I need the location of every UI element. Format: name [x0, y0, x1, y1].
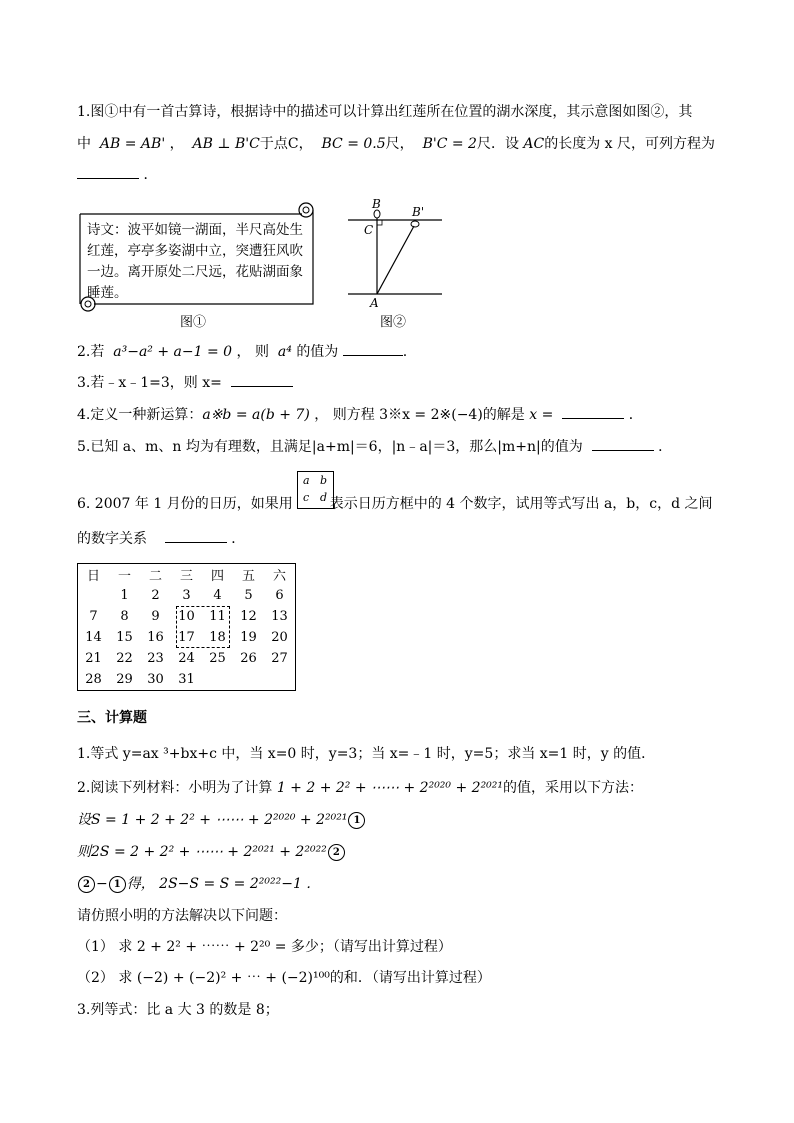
fig1-caption: 图①	[180, 315, 207, 330]
q1-eq3-unit: 尺．设	[476, 136, 519, 152]
calendar-cell: 23	[147, 651, 164, 666]
calendar-header-row	[78, 564, 296, 586]
circled-one-icon: 1	[109, 876, 126, 893]
s3-diff-line	[77, 874, 320, 894]
s3-t-expr: 则2S = 2 + 2² + ⋯⋯ + 2²⁰²¹ + 2²⁰²²	[77, 844, 327, 860]
calendar-cell: 13	[271, 609, 288, 624]
q5-text: 5.已知 a、m、n 均为有理数，且满足|a+m|＝6，|n﹣a|＝3，那么|m+n|的值为	[77, 439, 583, 455]
s3-sub1	[77, 937, 452, 957]
calendar-cell: 3	[182, 588, 191, 603]
calendar-cell: 19	[240, 630, 257, 645]
minus-sign: −	[96, 876, 108, 892]
label-B: B	[372, 197, 381, 211]
calendar-cell	[233, 669, 264, 691]
calendar-cell: 14	[85, 630, 102, 645]
box-a: a	[303, 474, 310, 487]
q1-perp-suffix: 于点C，	[259, 136, 313, 152]
q6-line1	[77, 494, 713, 514]
calendar-cell: 2	[151, 588, 160, 603]
q1-eq1: AB = AB'	[99, 136, 166, 152]
q1-eq3: B'C = 2	[422, 136, 477, 152]
q2-prefix: 2.若	[77, 344, 105, 360]
calendar-cell: 30	[147, 672, 164, 687]
s3-diff-text: 得， 2S−S = S = 2²⁰²²−1 ．	[126, 876, 321, 892]
calendar-cell: 21	[85, 651, 102, 666]
q1-line3-end: ．	[143, 167, 158, 183]
s3-p2-prefix: 2.阅读下列材料：小明为了计算	[77, 780, 273, 796]
q6-prefix: 6. 2007 年 1 月份的日历，如果用	[77, 496, 293, 512]
calendar-cell	[264, 669, 296, 691]
calendar-selection-box	[176, 606, 230, 648]
calendar-header: 三	[179, 569, 193, 584]
box-c: c	[303, 491, 310, 504]
s3-s-expr: 设S = 1 + 2 + 2² + ⋯⋯ + 2²⁰²⁰ + 2²⁰²¹	[77, 812, 348, 828]
q1-line3	[77, 164, 157, 185]
q5-answer-blank[interactable]	[592, 436, 654, 451]
s3-t-line	[77, 842, 346, 862]
q6-line2	[77, 528, 245, 549]
q1-line2-suffix: 的长度为 x 尺，可列方程为	[544, 136, 716, 152]
calendar-header: 六	[272, 569, 286, 584]
q1-line2: 中 AB = AB' ， AB ⊥ B'C于点C， BC = 0.5尺， B'C = 2尺．设 AC的长度为 x 尺，可列方程为	[77, 136, 716, 152]
label-Bprime: B'	[412, 205, 425, 219]
s3-imitate: 请仿照小明的方法解决以下问题：	[77, 908, 287, 924]
calendar-cell	[202, 669, 233, 691]
q3-answer-blank[interactable]	[231, 372, 293, 387]
calendar-cell: 6	[275, 588, 284, 603]
s3-p2-expr: 1 + 2 + 2² + ⋯⋯ + 2²⁰²⁰ + 2²⁰²¹	[276, 780, 504, 796]
s3-p2	[77, 778, 643, 798]
calendar-row	[78, 669, 296, 691]
q4-definition: a※b = a(b + 7)	[202, 407, 310, 423]
q3-text: 3.若﹣x﹣1=3，则 x=	[77, 375, 222, 391]
q1-line1: 1.图①中有一首古算诗，根据诗中的描述可以计算出红莲所在位置的湖水深度，其示意图如图②，其	[77, 104, 693, 120]
q2-mid: ， 则	[236, 344, 269, 360]
calendar-cell: 1	[120, 588, 129, 603]
calendar-cell: 27	[271, 651, 288, 666]
calendar-cell: 31	[178, 672, 195, 687]
calendar-cell: 17	[178, 630, 195, 645]
label-A: A	[370, 296, 379, 310]
poem-text: 诗文：波平如镜一湖面，半尺高处生红莲，亭亭多姿湖中立，突遭狂风吹一边。离开原处二尺远，花贴湖面象睡莲。	[87, 222, 303, 301]
circled-two-icon: 2	[328, 844, 345, 861]
q2-end: .	[402, 344, 408, 360]
s3-p2-suffix: 的值，采用以下方法：	[503, 780, 644, 796]
calendar-header: 四	[210, 569, 224, 584]
q2-line	[77, 341, 407, 362]
calendar-cell: 28	[85, 672, 102, 687]
section3-heading: 三、计算题	[77, 710, 147, 726]
q5-line	[77, 436, 672, 457]
q1-answer-blank[interactable]	[77, 164, 139, 179]
s3-sub2-label: （2）	[77, 970, 114, 986]
s3-s-line	[77, 810, 366, 830]
s3-sub2-text: 求 (−2) + (−2)² + ⋯ + (−2)¹⁰⁰的和．（请写出计算过程）	[118, 970, 491, 986]
calendar-cell: 22	[116, 651, 133, 666]
q4-end: ．	[628, 407, 643, 423]
q4-x: x =	[529, 407, 554, 423]
calendar-cell: 9	[151, 609, 160, 624]
q1-eq2: BC = 0.5	[321, 136, 386, 152]
q1-ac: AC	[523, 136, 545, 152]
calendar-cell: 20	[271, 630, 288, 645]
q2-suffix: 的值为	[296, 344, 339, 360]
calendar-cell: 4	[213, 588, 222, 603]
calendar-row	[78, 648, 296, 669]
calendar-cell: 18	[209, 630, 226, 645]
q1-line2-prefix: 中	[77, 136, 91, 152]
calendar-cell	[78, 585, 110, 606]
fig2-caption: 图②	[380, 315, 407, 330]
calendar-cell: 7	[89, 609, 98, 624]
q3-line	[77, 372, 293, 393]
s3-sub2	[77, 968, 491, 988]
box-d: d	[320, 491, 328, 504]
s3-p3: 3.列等式：比 a 大 3 的数是 8；	[77, 1002, 279, 1018]
s3-sub1-label: （1）	[77, 939, 114, 955]
calendar-header: 二	[148, 569, 162, 584]
calendar-cell: 8	[120, 609, 129, 624]
calendar-row	[78, 585, 296, 606]
q2-a4: a⁴	[277, 344, 292, 360]
circled-one-icon: 1	[348, 812, 365, 829]
calendar-cell: 26	[240, 651, 257, 666]
calendar-header: 一	[117, 569, 131, 584]
box-b: b	[320, 474, 328, 487]
s3-sub1-text: 求 2 + 2² + ⋯⋯ + 2²⁰ = 多少；（请写出计算过程）	[118, 939, 452, 955]
calendar-header: 日	[86, 569, 100, 584]
calendar-cell: 5	[244, 588, 253, 603]
q4-prefix: 4.定义一种新运算：	[77, 407, 203, 423]
calendar-cell: 10	[178, 609, 195, 624]
circled-two-icon: 2	[78, 876, 95, 893]
q1-eq2-unit: 尺，	[385, 136, 414, 152]
calendar-cell: 11	[209, 609, 226, 624]
calendar-header: 五	[241, 569, 255, 584]
q4-line	[77, 404, 643, 425]
q1-perp: AB ⊥ B'C	[192, 136, 260, 152]
q6-answer-blank[interactable]	[165, 528, 227, 543]
geometry-figure	[340, 196, 450, 316]
q6-suffix: 表示日历方框中的 4 个数字，试用等式写出 a，b，c，d 之间	[329, 496, 713, 512]
q4-answer-blank[interactable]	[562, 404, 624, 419]
calendar-cell: 25	[209, 651, 226, 666]
calendar-cell: 29	[116, 672, 133, 687]
q6-line2-text: 的数字关系	[77, 531, 147, 547]
calendar-cell: 24	[178, 651, 195, 666]
q4-mid: ， 则方程 3※x = 2※(−4)的解是	[314, 407, 525, 423]
q2-answer-blank[interactable]	[343, 341, 403, 356]
q6-end: ．	[231, 531, 246, 547]
calendar-cell: 12	[240, 609, 257, 624]
calendar-cell: 15	[116, 630, 133, 645]
calendar-cell: 16	[147, 630, 164, 645]
q2-equation: a³−a² + a−1 = 0	[113, 344, 233, 360]
q5-end: ．	[658, 439, 673, 455]
label-C: C	[364, 223, 374, 237]
s3-p1: 1.等式 y=ax ³+bx+c 中，当 x=0 时，y=3；当 x=﹣1 时，y=5；求当 x=1 时，y 的值．	[77, 746, 656, 762]
abcd-box	[297, 471, 334, 509]
